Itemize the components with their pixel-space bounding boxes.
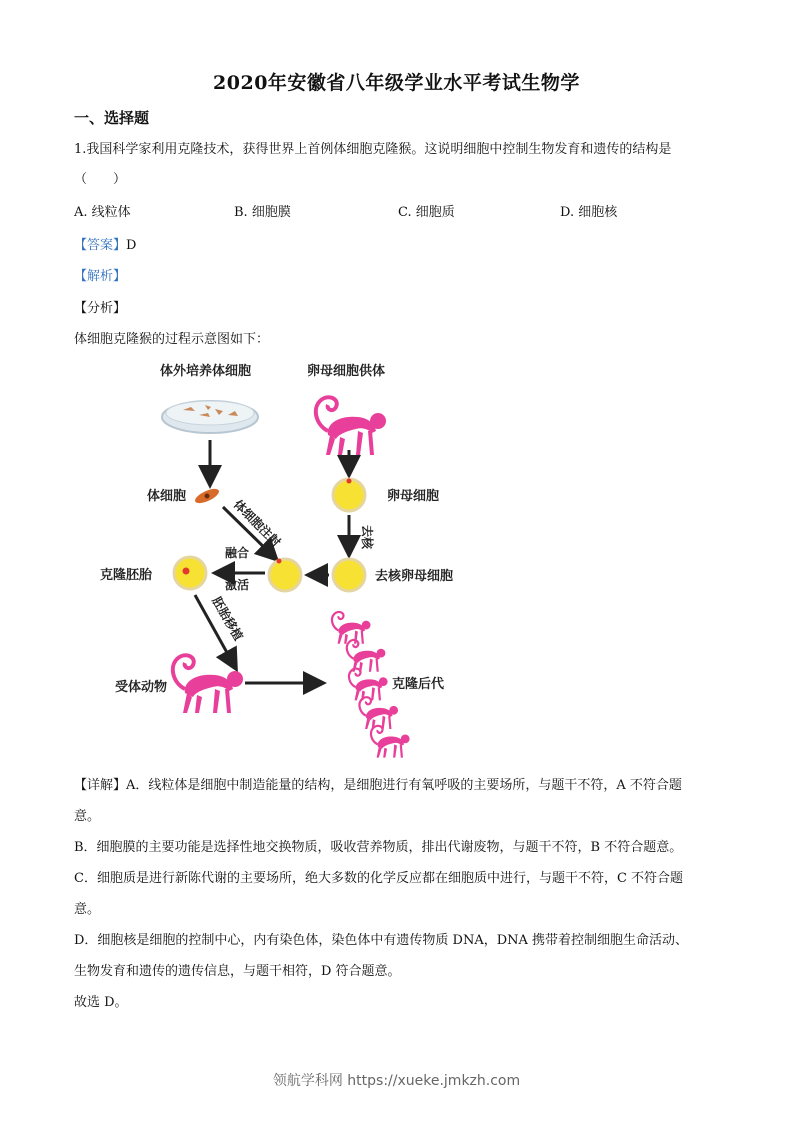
page-title: 2020年安徽省八年级学业水平考试生物学 bbox=[213, 72, 580, 94]
label-embryo: 克隆胚胎 bbox=[100, 568, 153, 583]
detail-a-line1: A．线粒体是细胞中制造能量的结构，是细胞进行有氧呼吸的主要场所，与题干不符，A 不符合题 bbox=[126, 778, 682, 793]
offspring-monkey-4 bbox=[359, 697, 398, 729]
question-text: 1.我国科学家利用克隆技术，获得世界上首例体细胞克隆猴。这说明细胞中控制生物发育和遗传的结构是 bbox=[74, 142, 672, 157]
cloned-embryo bbox=[174, 557, 206, 589]
offspring-monkey-2 bbox=[347, 640, 386, 672]
detail-d-line2: 生物发育和遗传的遗传信息，与题干相符，D 符合题意。 bbox=[74, 964, 401, 979]
label-somatic: 体细胞 bbox=[147, 489, 187, 504]
section-heading: 一、选择题 bbox=[74, 109, 150, 127]
option-d: D. 细胞核 bbox=[560, 205, 618, 220]
detail-c-line1: C．细胞质是进行新陈代谢的主要场所，绝大多数的化学反应都在细胞质中进行，与题干不符，C 不符合题 bbox=[74, 871, 684, 886]
analysis-tag: 【解析】 bbox=[74, 269, 127, 284]
donor-monkey bbox=[316, 397, 386, 455]
detail-a-line2: 意。 bbox=[74, 809, 101, 824]
detail-a bbox=[74, 770, 729, 801]
answer-tag: 【答案】 bbox=[74, 238, 127, 253]
label-transfer: 胚胎移植 bbox=[209, 594, 246, 644]
label-activate: 激活 bbox=[225, 578, 250, 592]
label-enucleate: 去核 bbox=[360, 525, 374, 550]
label-offspring: 克隆后代 bbox=[392, 677, 445, 692]
answer-value: D bbox=[126, 238, 137, 253]
option-a: A. 线粒体 bbox=[74, 205, 131, 220]
conclusion: 故选 D。 bbox=[74, 995, 128, 1010]
enucleated-oocyte bbox=[333, 559, 365, 591]
petri-dish bbox=[162, 401, 258, 433]
label-culture: 体外培养体细胞 bbox=[160, 364, 252, 379]
detail-c-line2: 意。 bbox=[74, 902, 101, 917]
offspring-monkey-3 bbox=[349, 669, 388, 701]
detail-d-line1: D．细胞核是细胞的控制中心，内有染色体，染色体中有遗传物质 DNA，DNA 携带着控制细胞生命活动、 bbox=[74, 933, 689, 948]
answer-line bbox=[74, 234, 136, 253]
detail-b: B．细胞膜的主要功能是选择性地交换物质，吸收营养物质，排出代谢废物，与题干不符，B 不符合题意。 bbox=[74, 840, 683, 855]
option-b: B. 细胞膜 bbox=[234, 205, 291, 220]
label-oocyte: 卵母细胞 bbox=[387, 489, 440, 504]
question-blank: （ ） bbox=[74, 172, 127, 187]
footer-source: 领航学科网 https://xueke.jmkzh.com bbox=[272, 1073, 521, 1089]
label-recipient: 受体动物 bbox=[115, 680, 168, 695]
detail-tag: 【详解】 bbox=[74, 778, 127, 793]
label-donor: 卵母细胞供体 bbox=[307, 364, 386, 379]
label-enucleated: 去核卵母细胞 bbox=[375, 569, 454, 584]
option-c: C. 细胞质 bbox=[398, 205, 455, 220]
label-fuse: 融合 bbox=[225, 546, 250, 560]
somatic-nucleus bbox=[205, 494, 210, 499]
label-inject: 体细胞注射 bbox=[230, 497, 284, 550]
oocyte bbox=[333, 479, 365, 512]
diagram-intro: 体细胞克隆猴的过程示意图如下： bbox=[74, 332, 270, 347]
cloning-process-diagram bbox=[95, 355, 495, 765]
fused-cell bbox=[269, 559, 301, 592]
offspring-monkey-1 bbox=[332, 612, 371, 644]
offspring-monkey-5 bbox=[371, 726, 410, 758]
fenxi-tag: 【分析】 bbox=[74, 301, 127, 316]
